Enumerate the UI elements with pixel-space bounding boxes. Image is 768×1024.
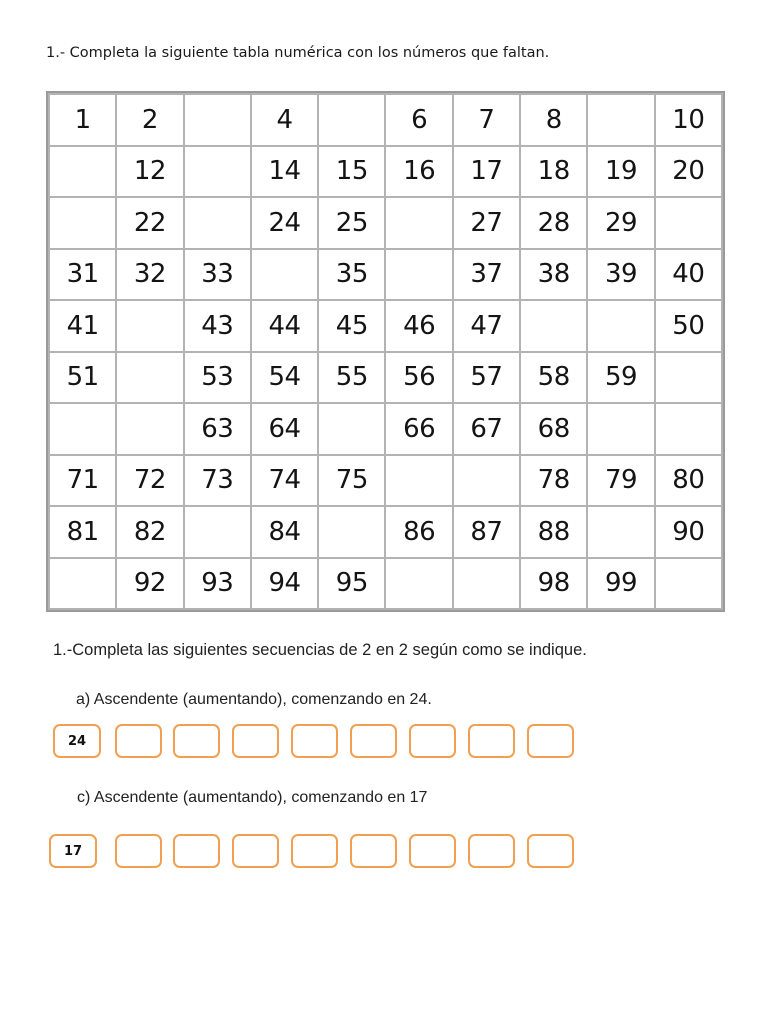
grid-cell: 84 — [251, 506, 318, 558]
grid-cell: 46 — [385, 300, 452, 352]
grid-cell: 27 — [453, 197, 520, 249]
grid-cell-empty[interactable] — [453, 558, 520, 610]
sequence-a-answer-box[interactable] — [173, 724, 220, 758]
grid-cell: 79 — [587, 455, 654, 507]
grid-cell-empty[interactable] — [453, 455, 520, 507]
grid-cell: 33 — [184, 249, 251, 301]
grid-cell-empty[interactable] — [116, 403, 183, 455]
sequence-instruction: 1.-Completa las siguientes secuencias de 2 en 2 según como se indique. — [53, 641, 587, 659]
grid-cell: 81 — [49, 506, 116, 558]
sequence-c-answer-box[interactable] — [409, 834, 456, 868]
sequence-a-answer-box[interactable] — [527, 724, 574, 758]
grid-cell: 86 — [385, 506, 452, 558]
grid-cell: 41 — [49, 300, 116, 352]
grid-cell: 94 — [251, 558, 318, 610]
grid-cell: 15 — [318, 146, 385, 198]
sequence-a-start-box: 24 — [53, 724, 101, 758]
grid-cell: 57 — [453, 352, 520, 404]
grid-cell: 95 — [318, 558, 385, 610]
sequence-a-answer-box[interactable] — [232, 724, 279, 758]
sequence-a-answer-box[interactable] — [350, 724, 397, 758]
grid-cell: 6 — [385, 94, 452, 146]
grid-cell-empty[interactable] — [184, 197, 251, 249]
grid-cell: 99 — [587, 558, 654, 610]
grid-cell: 47 — [453, 300, 520, 352]
grid-cell: 58 — [520, 352, 587, 404]
grid-cell-empty[interactable] — [520, 300, 587, 352]
grid-cell-empty[interactable] — [116, 352, 183, 404]
grid-cell-empty[interactable] — [385, 197, 452, 249]
grid-cell-empty[interactable] — [116, 300, 183, 352]
grid-cell: 20 — [655, 146, 722, 198]
grid-cell: 93 — [184, 558, 251, 610]
grid-cell-empty[interactable] — [385, 249, 452, 301]
grid-cell: 66 — [385, 403, 452, 455]
sequence-c-answer-box[interactable] — [468, 834, 515, 868]
grid-cell-empty[interactable] — [49, 403, 116, 455]
grid-cell: 68 — [520, 403, 587, 455]
exercise-1-instruction: 1.- Completa la siguiente tabla numérica con los números que faltan. — [46, 45, 550, 61]
grid-cell: 67 — [453, 403, 520, 455]
grid-cell-empty[interactable] — [49, 197, 116, 249]
grid-cell: 29 — [587, 197, 654, 249]
grid-cell-empty[interactable] — [655, 558, 722, 610]
sequence-c-answer-box[interactable] — [232, 834, 279, 868]
grid-cell: 54 — [251, 352, 318, 404]
grid-cell: 44 — [251, 300, 318, 352]
grid-row — [49, 146, 722, 198]
grid-cell: 50 — [655, 300, 722, 352]
grid-row — [49, 94, 722, 146]
sequence-a-label: a) Ascendente (aumentando), comenzando en 24. — [76, 691, 432, 708]
grid-cell: 75 — [318, 455, 385, 507]
grid-cell-empty[interactable] — [385, 455, 452, 507]
sequence-a-answer-box[interactable] — [468, 724, 515, 758]
grid-cell-empty[interactable] — [318, 506, 385, 558]
grid-cell: 90 — [655, 506, 722, 558]
grid-cell: 32 — [116, 249, 183, 301]
grid-cell: 10 — [655, 94, 722, 146]
grid-cell: 25 — [318, 197, 385, 249]
grid-cell: 19 — [587, 146, 654, 198]
grid-cell-empty[interactable] — [184, 94, 251, 146]
grid-cell: 12 — [116, 146, 183, 198]
grid-cell: 24 — [251, 197, 318, 249]
grid-cell: 78 — [520, 455, 587, 507]
sequence-c-answer-box[interactable] — [173, 834, 220, 868]
sequence-c-answer-box[interactable] — [350, 834, 397, 868]
sequence-c-label: c) Ascendente (aumentando), comenzando en 17 — [77, 789, 428, 806]
grid-cell: 7 — [453, 94, 520, 146]
grid-cell: 4 — [251, 94, 318, 146]
grid-cell: 17 — [453, 146, 520, 198]
grid-cell: 56 — [385, 352, 452, 404]
grid-cell-empty[interactable] — [587, 94, 654, 146]
grid-cell-empty[interactable] — [318, 403, 385, 455]
grid-cell-empty[interactable] — [655, 197, 722, 249]
grid-cell: 40 — [655, 249, 722, 301]
sequence-c-answer-box[interactable] — [291, 834, 338, 868]
grid-row — [49, 455, 722, 507]
sequence-c-answer-box[interactable] — [115, 834, 162, 868]
grid-cell: 71 — [49, 455, 116, 507]
grid-cell: 72 — [116, 455, 183, 507]
grid-cell-empty[interactable] — [251, 249, 318, 301]
grid-cell: 39 — [587, 249, 654, 301]
grid-cell: 38 — [520, 249, 587, 301]
sequence-c-answer-box[interactable] — [527, 834, 574, 868]
number-grid — [48, 93, 723, 610]
grid-cell: 18 — [520, 146, 587, 198]
grid-cell-empty[interactable] — [184, 506, 251, 558]
grid-cell-empty[interactable] — [587, 403, 654, 455]
sequence-a-answer-box[interactable] — [115, 724, 162, 758]
grid-cell: 51 — [49, 352, 116, 404]
grid-cell: 64 — [251, 403, 318, 455]
grid-row — [49, 300, 722, 352]
grid-cell: 37 — [453, 249, 520, 301]
grid-cell: 14 — [251, 146, 318, 198]
grid-cell-empty[interactable] — [184, 146, 251, 198]
grid-cell: 53 — [184, 352, 251, 404]
grid-row — [49, 352, 722, 404]
grid-cell: 28 — [520, 197, 587, 249]
grid-cell: 55 — [318, 352, 385, 404]
grid-cell: 31 — [49, 249, 116, 301]
number-table — [46, 91, 725, 612]
grid-cell-empty[interactable] — [385, 558, 452, 610]
sequence-a-answer-box[interactable] — [291, 724, 338, 758]
grid-cell: 16 — [385, 146, 452, 198]
grid-cell: 8 — [520, 94, 587, 146]
grid-cell: 88 — [520, 506, 587, 558]
grid-cell-empty[interactable] — [587, 300, 654, 352]
sequence-a-answer-box[interactable] — [409, 724, 456, 758]
grid-cell: 35 — [318, 249, 385, 301]
grid-cell-empty[interactable] — [587, 506, 654, 558]
grid-cell-empty[interactable] — [655, 352, 722, 404]
grid-cell: 82 — [116, 506, 183, 558]
grid-cell: 63 — [184, 403, 251, 455]
grid-cell-empty[interactable] — [655, 403, 722, 455]
grid-cell-empty[interactable] — [49, 146, 116, 198]
grid-row — [49, 558, 722, 610]
grid-cell: 22 — [116, 197, 183, 249]
grid-row — [49, 506, 722, 558]
grid-cell: 73 — [184, 455, 251, 507]
grid-cell: 2 — [116, 94, 183, 146]
grid-cell-empty[interactable] — [318, 94, 385, 146]
grid-row — [49, 249, 722, 301]
grid-cell: 1 — [49, 94, 116, 146]
grid-cell-empty[interactable] — [49, 558, 116, 610]
grid-cell: 74 — [251, 455, 318, 507]
grid-cell: 87 — [453, 506, 520, 558]
grid-cell: 59 — [587, 352, 654, 404]
grid-cell: 92 — [116, 558, 183, 610]
grid-cell: 43 — [184, 300, 251, 352]
grid-cell: 98 — [520, 558, 587, 610]
sequence-c-start-box: 17 — [49, 834, 97, 868]
grid-row — [49, 403, 722, 455]
grid-cell: 45 — [318, 300, 385, 352]
grid-cell: 80 — [655, 455, 722, 507]
grid-row — [49, 197, 722, 249]
